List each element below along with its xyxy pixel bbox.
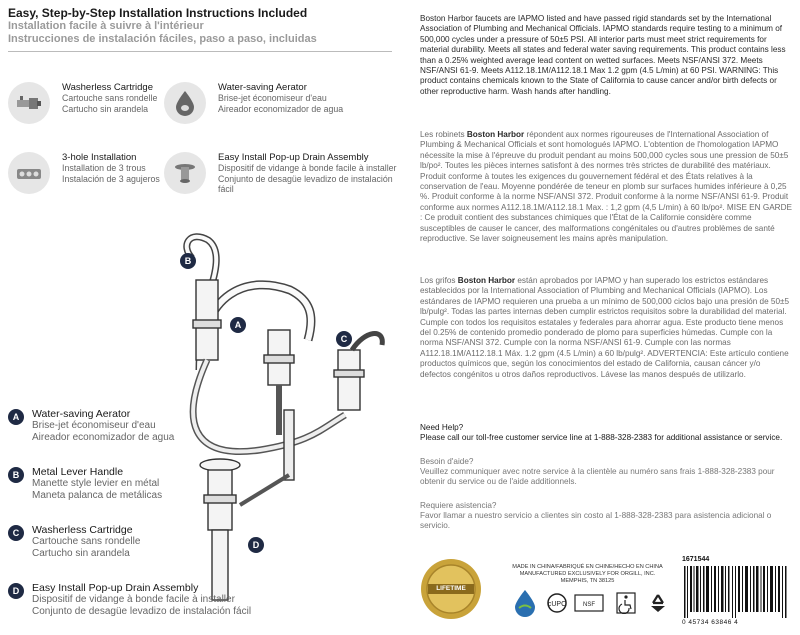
feature-title: 3-hole Installation [62,152,137,163]
svg-text:NSF: NSF [583,602,595,608]
feature-title: Washerless Cartridge [62,82,153,93]
accessibility-icon [616,592,636,619]
legend-es: Maneta palanca de metálicas [32,490,163,501]
para-prefix: Les robinets [420,130,467,139]
cupc-icon [546,592,568,619]
para-prefix: Los grifos [420,276,458,285]
made-in-line: MADE IN CHINA/FABRIQUÉ EN CHINE/HECHO EN CHINA [512,564,663,570]
header-divider [8,51,392,52]
feature-fr: Brise-jet économiseur d'eau [218,93,327,103]
compliance-text-fr [420,130,792,244]
para-body: están aprobados por IAPMO y han superado los estrictos estándares establecidos por la International Association of Plumbing and Mechanical Officials (IAPMO). Los estándares de IAPMO requieren una prueba a un mínimo de 500,000 ciclos bajo una presión de 50±5 lb/pulg². Todas las partes internas deben cumplir estrictos requisitos sobre la durabilidad del material. Cumple con todos los requisitos estatales y federales para ahorrar agua. Este producto tiene menos del 0.25% de contenido promedio ponderado de plomo para superficies húmedas. Cumple con la norma NSF/ANSI 372. Cumple con la norma NSF/ANSI 61-9. Cumple con las normas A112.18.1M/A112.18.1 Máx. 1.2 gpm (4.5 L/min) a 60 lb/pulg². ADVERTENCIA: Este artículo contiene productos químicos que, según los conocimientos del estado de California, causan cáncer y/o defectos congénitos u otros daños reproductivos. Lávese las manos después de utilizarlo. [420,276,790,379]
legend-item-a [8,408,174,444]
feature-aerator [164,82,343,124]
feature-fr: Dispositif de vidange à bonde facile à installer [218,163,397,173]
feature-es: Instalación de 3 agujeros [62,173,160,184]
help-heading: Need Help? [420,423,464,432]
water-drop-icon [164,82,206,124]
para-body: répondent aux normes rigoureuses de l'International Association of Plumbing & Mechanical Officials et sont homologués IAPMO. L'obtention de l'homologation IAPMO nécessite la mise à l'épreuve du produit pendant au moins 500,000 cycles sous une pression de 50±5 lb/po². Toutes les pièces internes satisfont à des normes très strictes de durabilité des matériaux. Produit conforme à toutes les exigences du gouvernement fédéral et des États relatives à la conservation de l'eau. Moyenne pondérée de teneur en plomb sur surfaces humides inférieure à 0,25 %. Produit conforme à la norme NSF/ANSI 372. Produit conforme à la norme NSF/ANSI 61-9. Produit conforme aux normes A112.18.1M/A112.18.1 Max. : 1,2 gpm (4,5 L/min) à 60 lb/po². MISE EN GARDE : Ce produit contient des substances chimiques que l'État de la Californie considère comme susceptibles de causer le cancer, des malformations congénitales ou d'autres problèmes de santé reproductive. Se laver soigneusement les mains après manipulation. [420,130,792,244]
legend-item-b [8,466,162,502]
help-body: Favor llamar a nuestro servicio a clientes sin costo al 1-888-328-2383 para asistencia adicional o servicio. [420,511,772,531]
legend-title: Metal Lever Handle [32,466,124,478]
lifetime-seal [420,558,482,620]
seal-text: LIFETIME [436,585,466,592]
feature-three-hole [8,152,160,194]
legend-title: Water-saving Aerator [32,408,131,420]
feature-title: Water-saving Aerator [218,82,307,93]
legend-fr: Cartouche sans rondelle [32,536,141,547]
help-es [420,501,792,532]
feature-fr: Installation de 3 trous [62,163,146,173]
barcode-number: 0 45734 63846 4 [682,619,739,626]
section-header [8,6,398,52]
faucet-diagram [160,220,400,615]
manufacturer-line: MANUFACTURED EXCLUSIVELY FOR ORGILL, INC. [519,571,656,577]
recycle-icon [646,592,670,619]
brand-name: Boston Harbor [457,276,516,285]
header-en: Easy, Step-by-Step Installation Instructions Included [8,6,308,20]
feature-es: Conjunto de desagüe levadizo de instalación fácil [218,173,393,194]
feature-es: Cartucho sin arandela [62,103,149,114]
legend-badge-c: C [8,525,24,541]
help-heading: Besoin d'aide? [420,457,474,466]
nsf-icon [574,592,604,619]
help-body: Please call our toll-free customer service line at 1-888-328-2383 for additional assistance or service. [420,433,783,443]
legend-fr: Dispositif de vidange à bonde facile à installer [32,594,235,605]
legend-item-d [8,582,251,618]
help-body: Veuillez communiquer avec notre service à la clientèle au numéro sans frais 1-888-328-2383 pour obtenir du service ou de l'aide additionnels. [420,467,775,487]
legend-es: Aireador economizador de agua [32,432,175,443]
cartridge-icon [8,82,50,124]
diagram-label-d: D [248,537,264,553]
three-hole-icon [8,152,50,194]
compliance-text-es [420,276,792,380]
header-fr: Installation facile à suivre à l'intérieur [8,20,204,32]
legend-badge-b: B [8,467,24,483]
diagram-label-a: A [230,317,246,333]
brand-name: Boston Harbor [466,130,525,139]
feature-title: Easy Install Pop-up Drain Assembly [218,152,369,163]
legend-title: Easy Install Pop-up Drain Assembly [32,582,199,594]
sku-number: 1671544 [682,556,710,563]
legend-es: Cartucho sin arandela [32,548,130,559]
help-heading: Requiere asistencia? [420,501,497,510]
legend-item-c [8,524,140,560]
legend-es: Conjunto de desagüe levadizo de instalación fácil [32,606,252,617]
legend-title: Washerless Cartridge [32,524,133,536]
diagram-label-c: C [336,331,352,347]
svg-text:cUPC: cUPC [547,601,567,608]
legend-fr: Manette style levier en métal [32,478,160,489]
diagram-label-b: B [180,253,196,269]
header-es: Instrucciones de instalación fáciles, paso a paso, incluidas [8,33,317,45]
city-line: MEMPHIS, TN 38125 [560,578,615,584]
help-fr [420,457,792,488]
help-en [420,423,792,443]
certification-footer [420,552,792,632]
watersense-icon [512,588,538,623]
legend-badge-d: D [8,583,24,599]
right-panel [420,0,792,635]
drain-icon [164,152,206,194]
legend-fr: Brise-jet économiseur d'eau [32,420,156,431]
barcode [682,566,790,618]
feature-es: Aireador economizador de agua [218,103,344,114]
legend-badge-a: A [8,409,24,425]
made-in-text [510,564,665,585]
feature-cartridge [8,82,157,124]
feature-fr: Cartouche sans rondelle [62,93,158,103]
feature-drain [164,152,400,195]
compliance-text-en: Boston Harbor faucets are IAPMO listed and have passed rigid standards set by the International Association of Plumbing and Mechanical Officials. IAPMO standards require testing to a minimum of 500,000 cycles under a pressure of 50±5 PSI. All interior parts must meet strict requirements for material durability. Meets all states and federal water saving requirements. This product contains less than a 0.25% weighted average lead content on wetted surfaces. Meets NSF/ANSI 372. Meets NSF/ANSI 61-9. Meets A112.18.1M/A112.18.1 Max 1.2 gpm (4.5 L/min) at 60 PSI. WARNING: This product contains chemicals known to the State of California to cause cancer and/or birth defects or other reproductive harm. Wash hands after handling. [420,14,786,96]
